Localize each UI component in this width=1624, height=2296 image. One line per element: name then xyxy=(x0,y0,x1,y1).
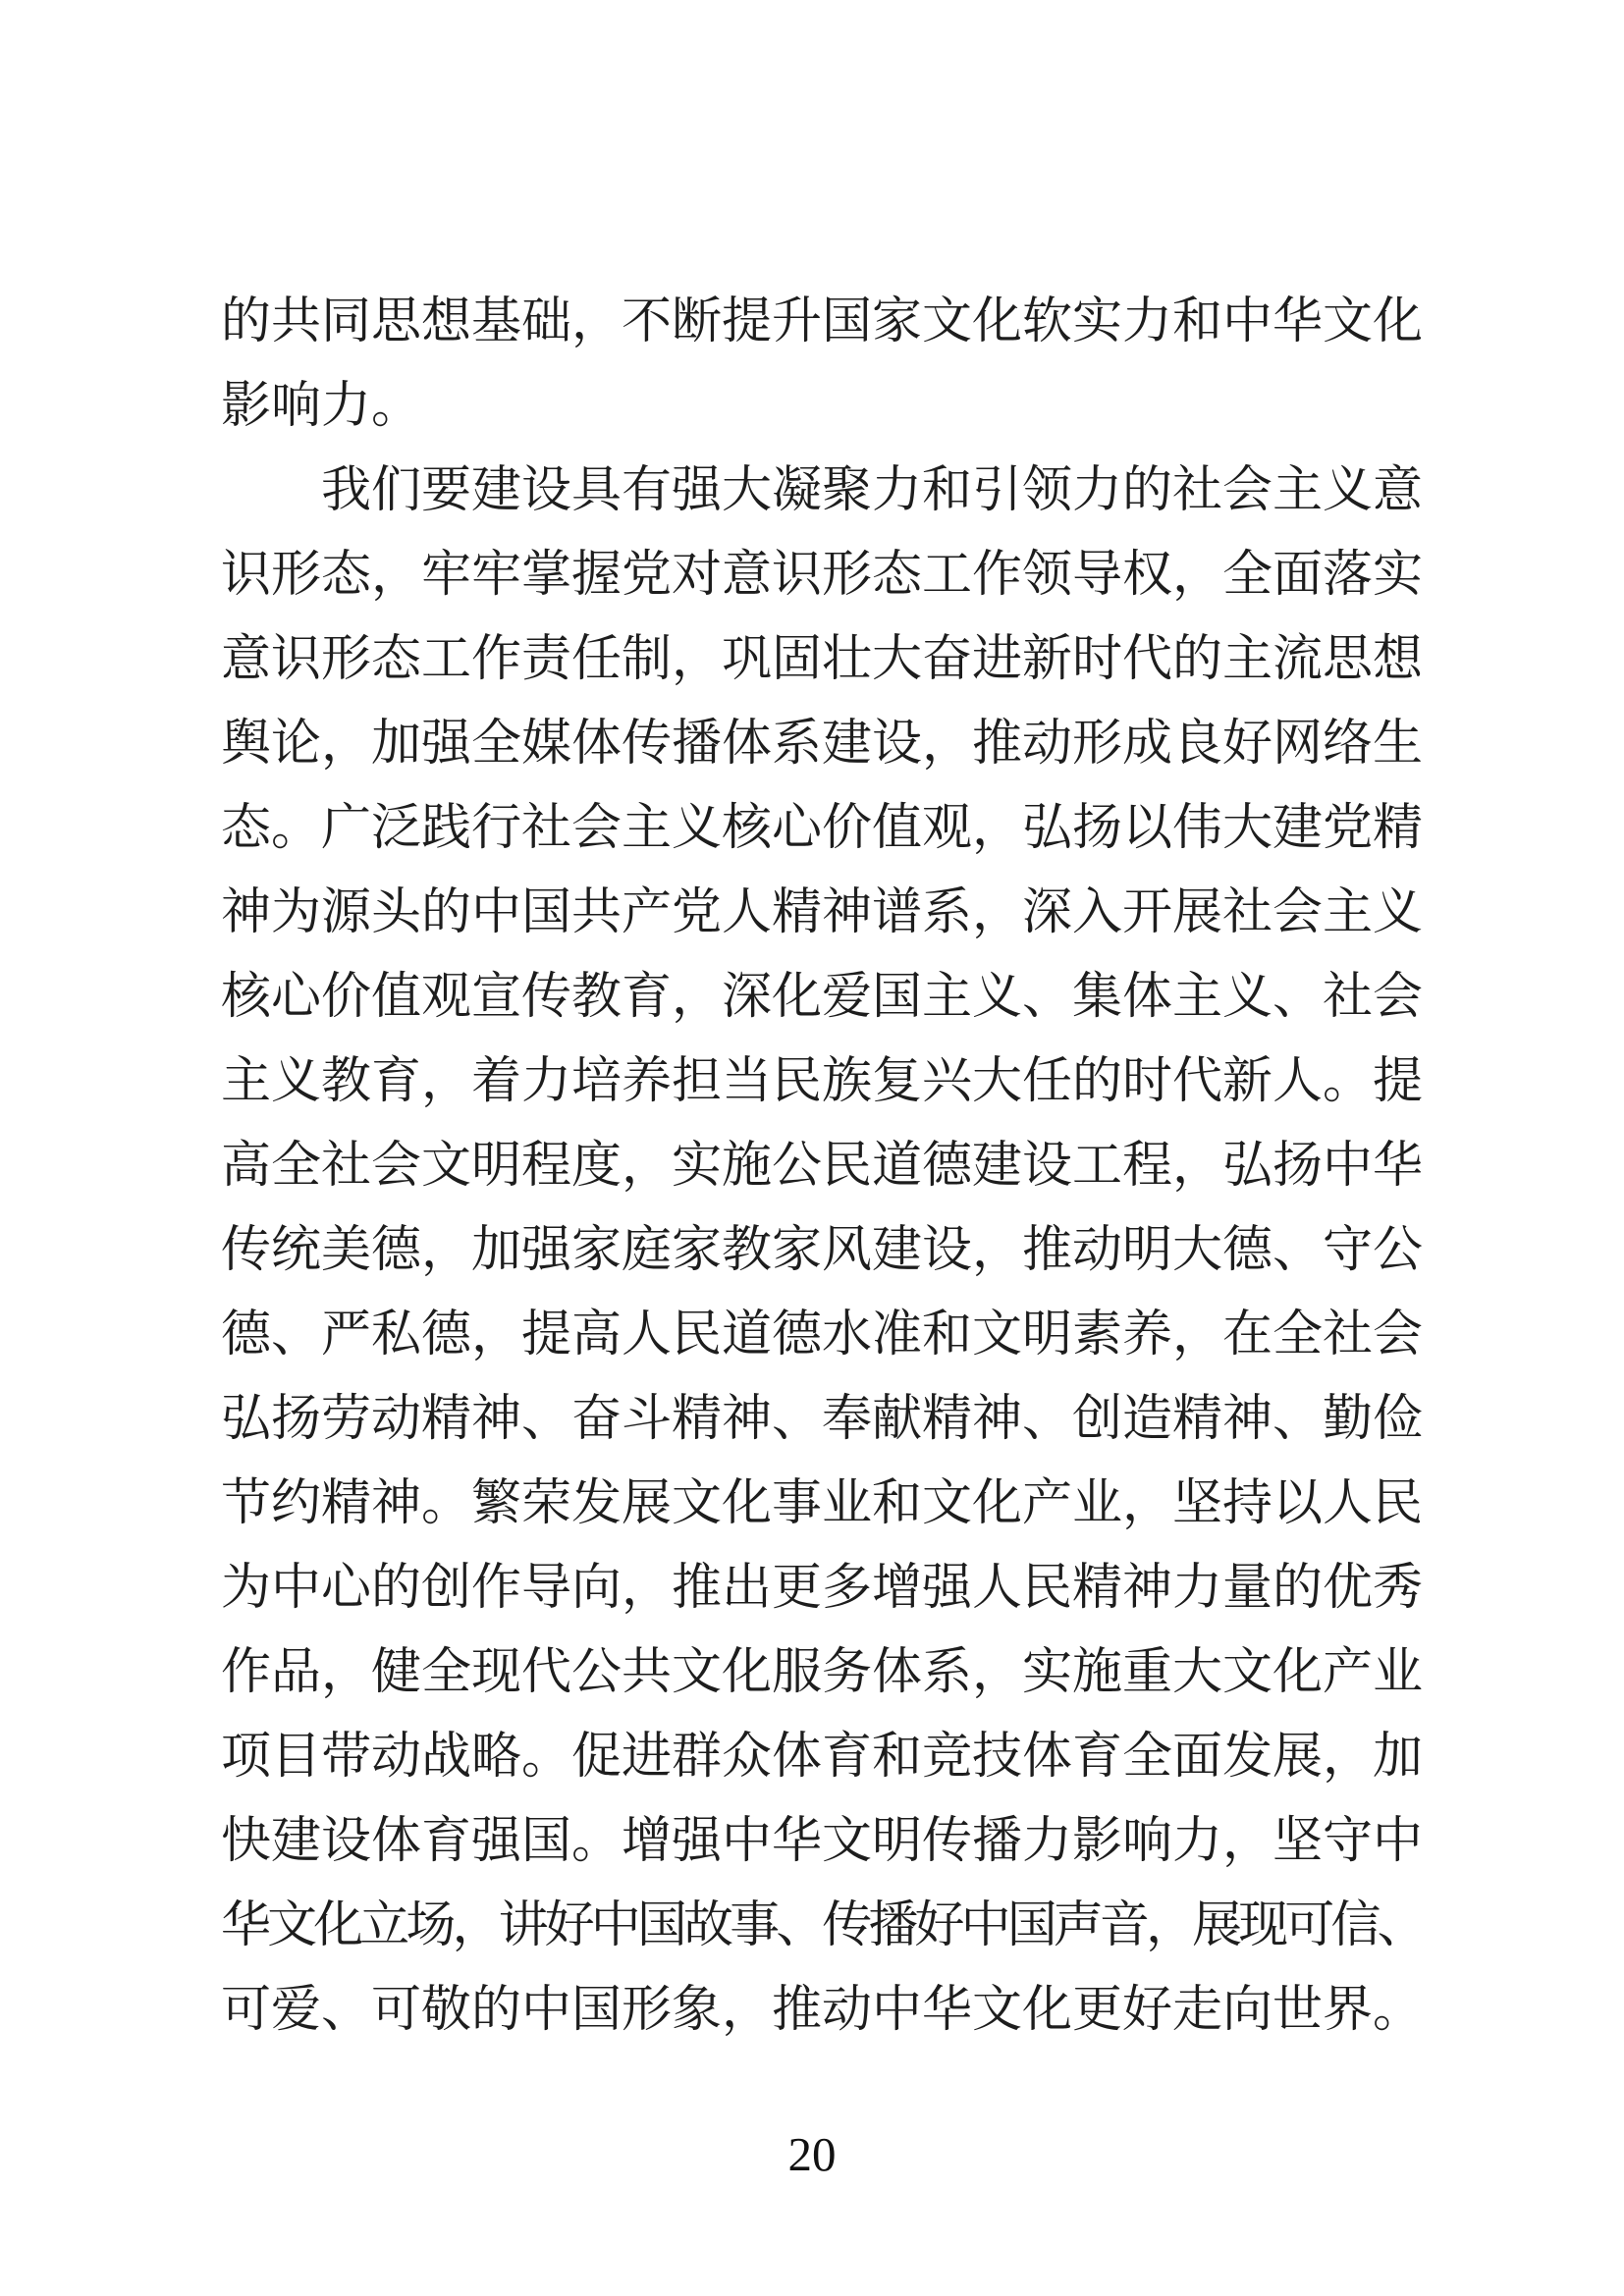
text-line: 华文化立场，讲好中国故事、传播好中国声音，展现可信、 xyxy=(221,1898,1424,1953)
page-number: 20 xyxy=(787,2127,837,2181)
text-line: 可爱、可敬的中国形象，推动中华文化更好走向世界。 xyxy=(221,1983,1424,2038)
body-text xyxy=(221,280,1431,2053)
text-line: 项目带动战略。促进群众体育和竞技体育全面发展，加 xyxy=(221,1730,1424,1785)
text-line: 识形态，牢牢掌握党对意识形态工作领导权，全面落实 xyxy=(221,548,1424,603)
text-line: 舆论，加强全媒体传播体系建设，推动形成良好网络生 xyxy=(221,717,1424,772)
text-line: 影响力。 xyxy=(221,379,422,434)
text-line: 核心价值观宣传教育，深化爱国主义、集体主义、社会 xyxy=(221,970,1424,1025)
text-line: 快建设体育强国。增强中华文明传播力影响力，坚守中 xyxy=(221,1814,1424,1869)
text-line: 主义教育，着力培养担当民族复兴大任的时代新人。提 xyxy=(221,1054,1424,1109)
text-line: 意识形态工作责任制，巩固壮大奋进新时代的主流思想 xyxy=(221,632,1424,687)
text-line: 神为源头的中国共产党人精神谱系，深入开展社会主义 xyxy=(221,885,1424,940)
text-line: 弘扬劳动精神、奋斗精神、奉献精神、创造精神、勤俭 xyxy=(221,1392,1424,1447)
text-line-paragraph-start: 我们要建设具有强大凝聚力和引领力的社会主义意 xyxy=(321,463,1424,518)
text-line: 高全社会文明程度，实施公民道德建设工程，弘扬中华 xyxy=(221,1139,1424,1194)
text-line: 德、严私德，提高人民道德水准和文明素养，在全社会 xyxy=(221,1308,1424,1362)
text-line: 作品，健全现代公共文化服务体系，实施重大文化产业 xyxy=(221,1645,1424,1700)
text-line: 的共同思想基础，不断提升国家文化软实力和中华文化 xyxy=(221,294,1424,349)
text-line: 传统美德，加强家庭家教家风建设，推动明大德、守公 xyxy=(221,1223,1424,1278)
text-line: 节约精神。繁荣发展文化事业和文化产业，坚持以人民 xyxy=(221,1476,1424,1531)
text-line: 态。广泛践行社会主义核心价值观，弘扬以伟大建党精 xyxy=(221,801,1424,856)
text-line: 为中心的创作导向，推出更多增强人民精神力量的优秀 xyxy=(221,1561,1424,1616)
